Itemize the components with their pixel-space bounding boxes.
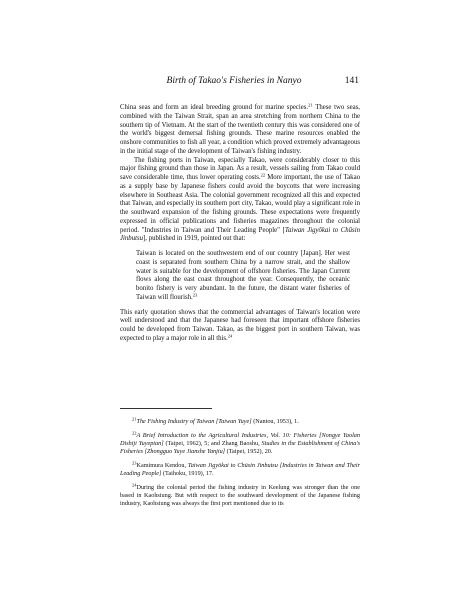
footnote-24 bbox=[120, 484, 360, 508]
footnote-number: 23 bbox=[132, 460, 137, 466]
paragraph-2 bbox=[120, 157, 360, 245]
footnote-23 bbox=[120, 462, 360, 478]
text-run: Kamimura Kendou, bbox=[136, 462, 188, 469]
italic-title: A Brief Introduction to the Agricultural Industries, Vol. 10: Fisheries [Nongye Yaolan Dishiji Yuyepian] bbox=[120, 432, 360, 447]
paragraph-1 bbox=[120, 104, 360, 157]
italic-title: Taiwan Jigyōkai to Chūsin Jinbutsu [Industries in Taiwan and Their Leading People] bbox=[120, 462, 360, 477]
page-number: 141 bbox=[344, 76, 359, 86]
text-run: (Taipei, 1952), 20. bbox=[225, 448, 273, 455]
footnote-number: 24 bbox=[132, 482, 137, 488]
text-run: During the colonial period the fishing industry in Keelung was stronger than the one based in Kaohsiung. But with respect to the southward development of the Japanese fishing industry, Kaohsiung was always the first port mentioned due to its bbox=[120, 484, 360, 507]
main-text bbox=[120, 104, 360, 344]
paragraph-3 bbox=[120, 309, 360, 344]
running-header: Birth of Takao's Fisheries in Nanyo bbox=[166, 76, 302, 86]
footnote-22 bbox=[120, 432, 360, 456]
text-run: These two seas, combined with the Taiwan Strait, span an area stretching from northern China to the southern tip of Vietnam. At the start of the twentieth century this was considered one of the world's biggest demersal fishing grounds. These marine resources enabled the onshore communities to fish all year, a condition which proved extremely advantageous in the initial stage of the development of Taiwan's fishing industry. bbox=[120, 104, 360, 155]
text-run: (Taipei, 1962), 5; and Zhang Baoshu, bbox=[163, 440, 262, 447]
italic-title: Taiwan Jigyōkai to Chūsin Jinbutsu bbox=[120, 226, 360, 243]
italic-title: Studies in the Establishment of China's Fisheries [Zhongguo Yuye Jianshe Yanjiu] bbox=[120, 440, 361, 455]
footnote-ref-22: 22 bbox=[260, 172, 266, 178]
text-run: More important, the use of Takao as a supply base by Japanese fishers could avoid the boycotts that were increasing elsewhere in Southeast Asia. The colonial government recognized all this and expected that Taiwan, and especially its southern port city, Takao, would play a significant role in the southward expansion of the fishing grounds. These expectations were frequently expressed in official publications and fisheries magazines throughout the colonial period. "Industries in Taiwan and Their Leading People" [ bbox=[120, 174, 360, 234]
footnote-number: 22 bbox=[132, 430, 137, 436]
text-run: (Taihoku, 1919), 17. bbox=[161, 470, 214, 477]
text-run: (Nantou, 1953), 1. bbox=[251, 418, 299, 425]
footnote-ref-24: 24 bbox=[227, 333, 233, 339]
footnote-number: 21 bbox=[132, 416, 137, 422]
footnotes bbox=[120, 418, 360, 514]
text-run: China seas and form an ideal breeding ground for marine species. bbox=[120, 104, 309, 111]
text-run: Taiwan is located on the southwestern end of our country [Japan]. Her west coast is separated from southern China by a narrow strait, and the shallow water is suitable for the development of offshore fisheries. The Japan Current flows along the east coast throughout the year. Consequently, the oceanic bonito fishery is very abundant. In the future, the distant water fisheries of Taiwan will flourish. bbox=[136, 250, 350, 301]
text-run: The fishing ports in Taiwan, especially Takao, were considerably closer to this major fishing ground than those in Japan. As a result, vessels sailing from Takao could save considerable time, thus lower operating costs. bbox=[120, 156, 360, 181]
italic-title: The Fishing Industry of Taiwan [Taiwan Yuye] bbox=[136, 418, 252, 425]
footnote-21 bbox=[120, 418, 360, 426]
footnote-divider bbox=[120, 408, 212, 409]
footnote-ref-21: 21 bbox=[308, 102, 313, 108]
block-quote bbox=[136, 250, 350, 303]
footnote-ref-23: 23 bbox=[192, 292, 198, 298]
text-run: This early quotation shows that the commercial advantages of Taiwan's location were well understood and that the Japanese had foreseen that important offshore fisheries could be developed from Taiwan. Takao, as the biggest port in southern Taiwan, was expected to play a major role in all this. bbox=[120, 308, 360, 342]
text-run: ], published in 1919, pointed out that: bbox=[143, 235, 246, 243]
